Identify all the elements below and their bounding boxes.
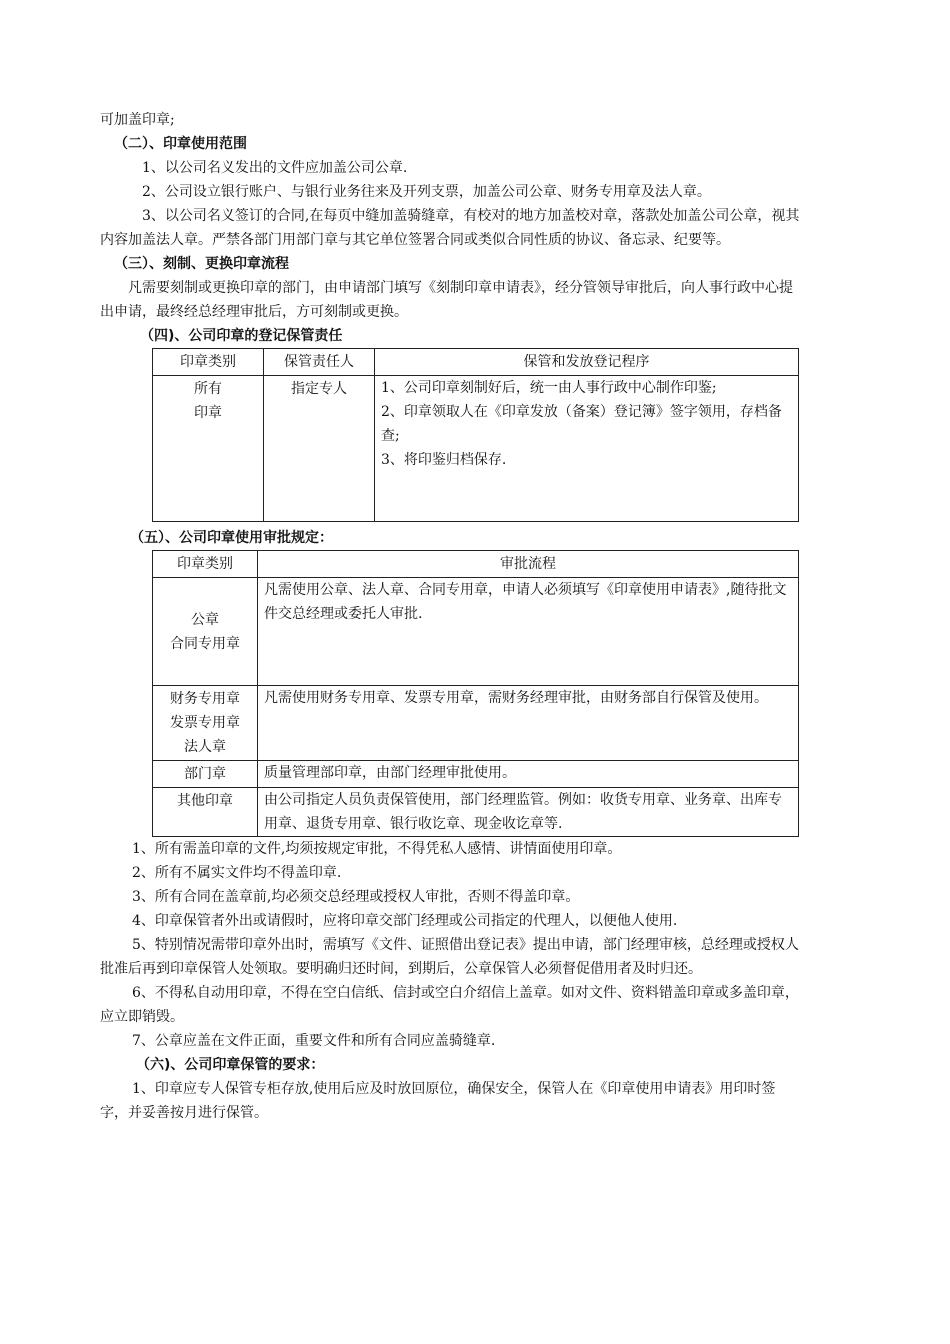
section6-item-1: 1、印章应专人保管专柜存放,使用后应及时放回原位，确保安全，保管人在《印章使用申请表》用印时签字，并妥善按月进行保管。	[100, 1081, 776, 1121]
table-row	[153, 578, 799, 686]
custody-table	[152, 348, 799, 522]
category-line: 公章	[191, 611, 219, 628]
category-cell: 其他印章	[153, 788, 258, 837]
keeper-cell: 指定专人	[264, 376, 375, 522]
flow-cell: 质量管理部印章，由部门经理审批使用。	[258, 761, 799, 788]
table-row	[153, 686, 799, 761]
table-row	[153, 788, 799, 837]
section2-item-2: 2、公司设立银行账户、与银行业务往来及开列支票，加盖公司公章、财务专用章及法人章。	[142, 184, 711, 200]
intro-tail: 可加盖印章;	[100, 112, 175, 128]
section3-text: 凡需要刻制或更换印章的部门，由申请部门填写《刻制印章申请表》，经分管领导审批后，向人事行政中心提出申请，最终经总经理审批后，方可刻制或更换。	[100, 280, 793, 320]
category-line: 所有	[194, 381, 222, 397]
rule-item: 4、印章保管者外出或请假时，应将印章交部门经理或公司指定的代理人，以便他人使用.	[132, 913, 678, 929]
header-category: 印章类别	[153, 551, 258, 578]
procedure-step: 3、将印鉴归档保存.	[381, 452, 507, 468]
header-procedure: 保管和发放登记程序	[375, 349, 799, 376]
rule-item: 2、所有不属实文件均不得盖印章.	[132, 865, 342, 881]
header-keeper: 保管责任人	[264, 349, 375, 376]
category-cell	[153, 578, 258, 686]
section5-title: （五）、公司印章使用审批规定：	[130, 530, 333, 546]
section2-item-3: 3、以公司名义签订的合同,在每页中缝加盖骑缝章，有校对的地方加盖校对章，落款处加盖公司公章，视其内容加盖法人章。严禁各部门用部门章与其它单位签署合同或类似合同性质的协议、备忘录、纪要等。	[100, 208, 800, 248]
category-line: 财务专用章	[170, 691, 240, 707]
header-flow: 审批流程	[258, 551, 799, 578]
flow-cell: 凡需使用公章、法人章、合同专用章，申请人必须填写《印章使用申请表》,随待批文件交总经理或委托人审批.	[258, 578, 799, 686]
document-page	[100, 108, 800, 1125]
section2-title: （二）、印章使用范围	[114, 136, 247, 152]
procedure-cell	[375, 376, 799, 522]
rule-item: 5、特别情况需带印章外出时，需填写《文件、证照借出登记表》提出申请，部门经理审核，总经理或授权人批准后再到印章保管人处领取。要明确归还时间，到期后，公章保管人必须督促借用者及时归还。	[100, 937, 799, 977]
category-cell	[153, 376, 264, 522]
rule-item: 7、公章应盖在文件正面，重要文件和所有合同应盖骑缝章.	[132, 1033, 496, 1049]
rule-item: 3、所有合同在盖章前,均必须交总经理或授权人审批，否则不得盖印章。	[132, 889, 580, 905]
category-line: 合同专用章	[170, 635, 240, 652]
section6-title: （六)、公司印章保管的要求：	[136, 1057, 325, 1073]
header-category: 印章类别	[153, 349, 264, 376]
approval-table	[152, 550, 799, 837]
category-line: 发票专用章	[170, 715, 240, 731]
category-cell	[153, 686, 258, 761]
flow-cell: 凡需使用财务专用章、发票专用章，需财务经理审批，由财务部自行保管及使用。	[258, 686, 799, 761]
custody-table-header	[153, 349, 799, 376]
category-line: 法人章	[184, 739, 226, 755]
procedure-step: 1、公司印章刻制好后，统一由人事行政中心制作印鉴;	[381, 380, 717, 396]
table-row	[153, 761, 799, 788]
approval-table-header	[153, 551, 799, 578]
rule-item: 6、不得私自动用印章，不得在空白信纸、信封或空白介绍信上盖章。如对文件、资料错盖印章或多盖印章，应立即销毁。	[100, 985, 799, 1025]
procedure-step: 2、印章领取人在《印章发放（备案）登记簿》签字领用，存档备查;	[381, 404, 782, 444]
rule-item: 1、所有需盖印章的文件,均须按规定审批，不得凭私人感情、讲情面使用印章。	[132, 841, 622, 857]
section3-title: （三）、刻制、更换印章流程	[114, 256, 289, 272]
category-cell: 部门章	[153, 761, 258, 788]
section2-item-1: 1、以公司名义发出的文件应加盖公司公章.	[142, 160, 408, 176]
category-line: 印章	[194, 405, 222, 421]
section4-title: （四)、公司印章的登记保管责任	[140, 328, 343, 344]
flow-cell: 由公司指定人员负责保管使用，部门经理监管。例如：收货专用章、业务章、出库专用章、退货专用章、银行收讫章、现金收讫章等.	[258, 788, 799, 837]
table-row	[153, 376, 799, 522]
